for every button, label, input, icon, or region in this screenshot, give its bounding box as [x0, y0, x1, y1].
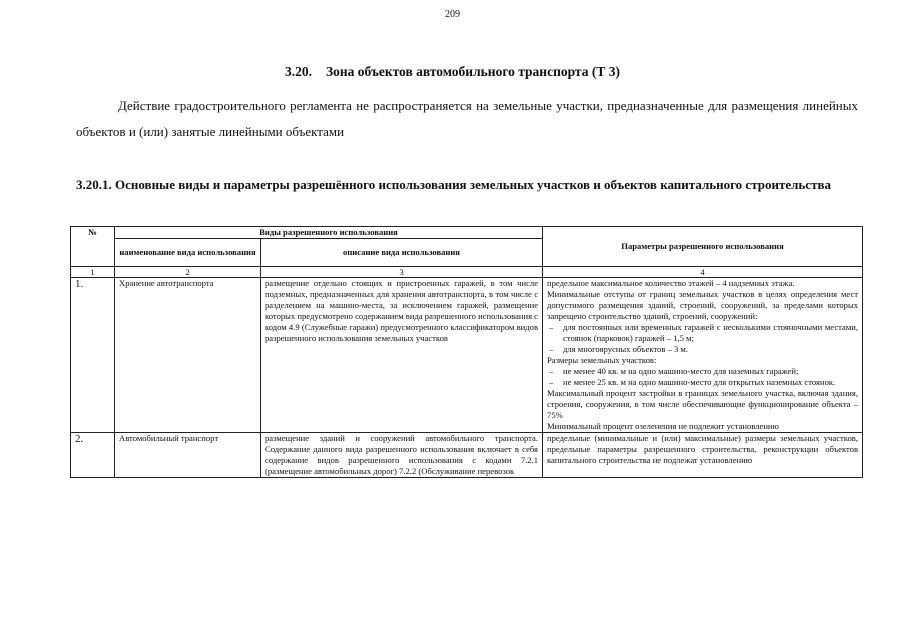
section-title: 3.20.1. Основные виды и параметры разрешённого использования земельных участков и объектов капитального строительства	[76, 177, 831, 192]
column-number: 1	[71, 267, 115, 278]
page-number: 209	[445, 9, 460, 20]
use-description: размещение отдельно стоящих и пристроенных гаражей, в том числе подземных, предназначенных для хранения автотранспорта, в том числе с разделением на машино-места, за исключением гаражей, размещение которых предусмотрено содержанием вида разрешенного использования с кодом 4.9 (Служебные гаражи) предусмотренного классификатором видов разрешенного использования земельных участков	[261, 278, 543, 433]
regulations-table	[70, 226, 863, 478]
table-row	[71, 278, 863, 433]
row-number: 2.	[71, 433, 115, 478]
header-row	[71, 227, 863, 239]
column-number: 2	[115, 267, 261, 278]
use-name: Автомобильный транспорт	[115, 433, 261, 478]
param-paragraph: Максимальный процент застройки в границах земельного участка, включая здания, строения, сооружения, в том числе обеспечивающие функционирование объекта – 75%	[547, 388, 859, 420]
column-number: 3	[261, 267, 543, 278]
zone-number: 3.20.	[285, 64, 313, 79]
intro-paragraph: Действие градостроительного регламента не распространяется на земельные участки, предназначенные для размещения линейных объектов и (или) занятые линейными объектами	[76, 98, 858, 139]
header-name: наименование вида использования	[115, 239, 261, 267]
param-list	[547, 366, 858, 388]
use-params	[543, 433, 863, 478]
list-item: – не менее 25 кв. м на одно машино-место для открытых наземных стоянок.	[547, 377, 858, 388]
header-group: Виды разрешенного использования	[115, 227, 543, 239]
param-paragraph: Минимальный процент озеленения не подлежит установлению	[547, 421, 779, 431]
param-paragraph: Размеры земельных участков:	[547, 355, 657, 365]
use-description: размещение зданий и сооружений автомобильного транспорта. Содержание данного вида разрешенного использования включает в себя содержание видов разрешенного использования с кодами 7.2.1 (размещение автомобильных дорог) 7.2.2 (Обслуживание перевозок	[261, 433, 543, 478]
use-params	[543, 278, 863, 433]
list-item: – для постоянных или временных гаражей с несколькими стояночными местами, стоянок (парковок) гаражей – 1,5 м;	[547, 322, 858, 344]
param-paragraph: Минимальные отступы от границ земельных участков в целях определения мест допустимого размещения зданий, строений, сооружений, за пределами которых запрещено строительство зданий, строений, сооружений:	[547, 289, 859, 321]
list-item: – для многоярусных объектов – 3 м.	[547, 344, 858, 355]
header-num: №	[71, 227, 115, 267]
column-number-row	[71, 267, 863, 278]
table-row	[71, 433, 863, 478]
zone-title-text: Зона объектов автомобильного транспорта (Т 3)	[326, 64, 620, 79]
header-description: описание вида использования	[261, 239, 543, 267]
header-params: Параметры разрешенного использования	[543, 227, 863, 267]
column-number: 4	[543, 267, 863, 278]
param-paragraph: предельное максимальное количество этажей – 4 надземных этажа.	[547, 278, 795, 288]
use-name: Хранение автотранспорта	[115, 278, 261, 433]
row-number: 1.	[71, 278, 115, 433]
list-item: – не менее 40 кв. м на одно машино-место для наземных гаражей;	[547, 366, 858, 377]
param-list	[547, 322, 858, 355]
param-paragraph: предельные (минимальные и (или) максимальные) размеры земельных участков, предельные параметры разрешенного строительства, реконструкции объектов капитального строительства не подлежат установлению	[547, 433, 859, 465]
zone-title	[0, 64, 905, 80]
